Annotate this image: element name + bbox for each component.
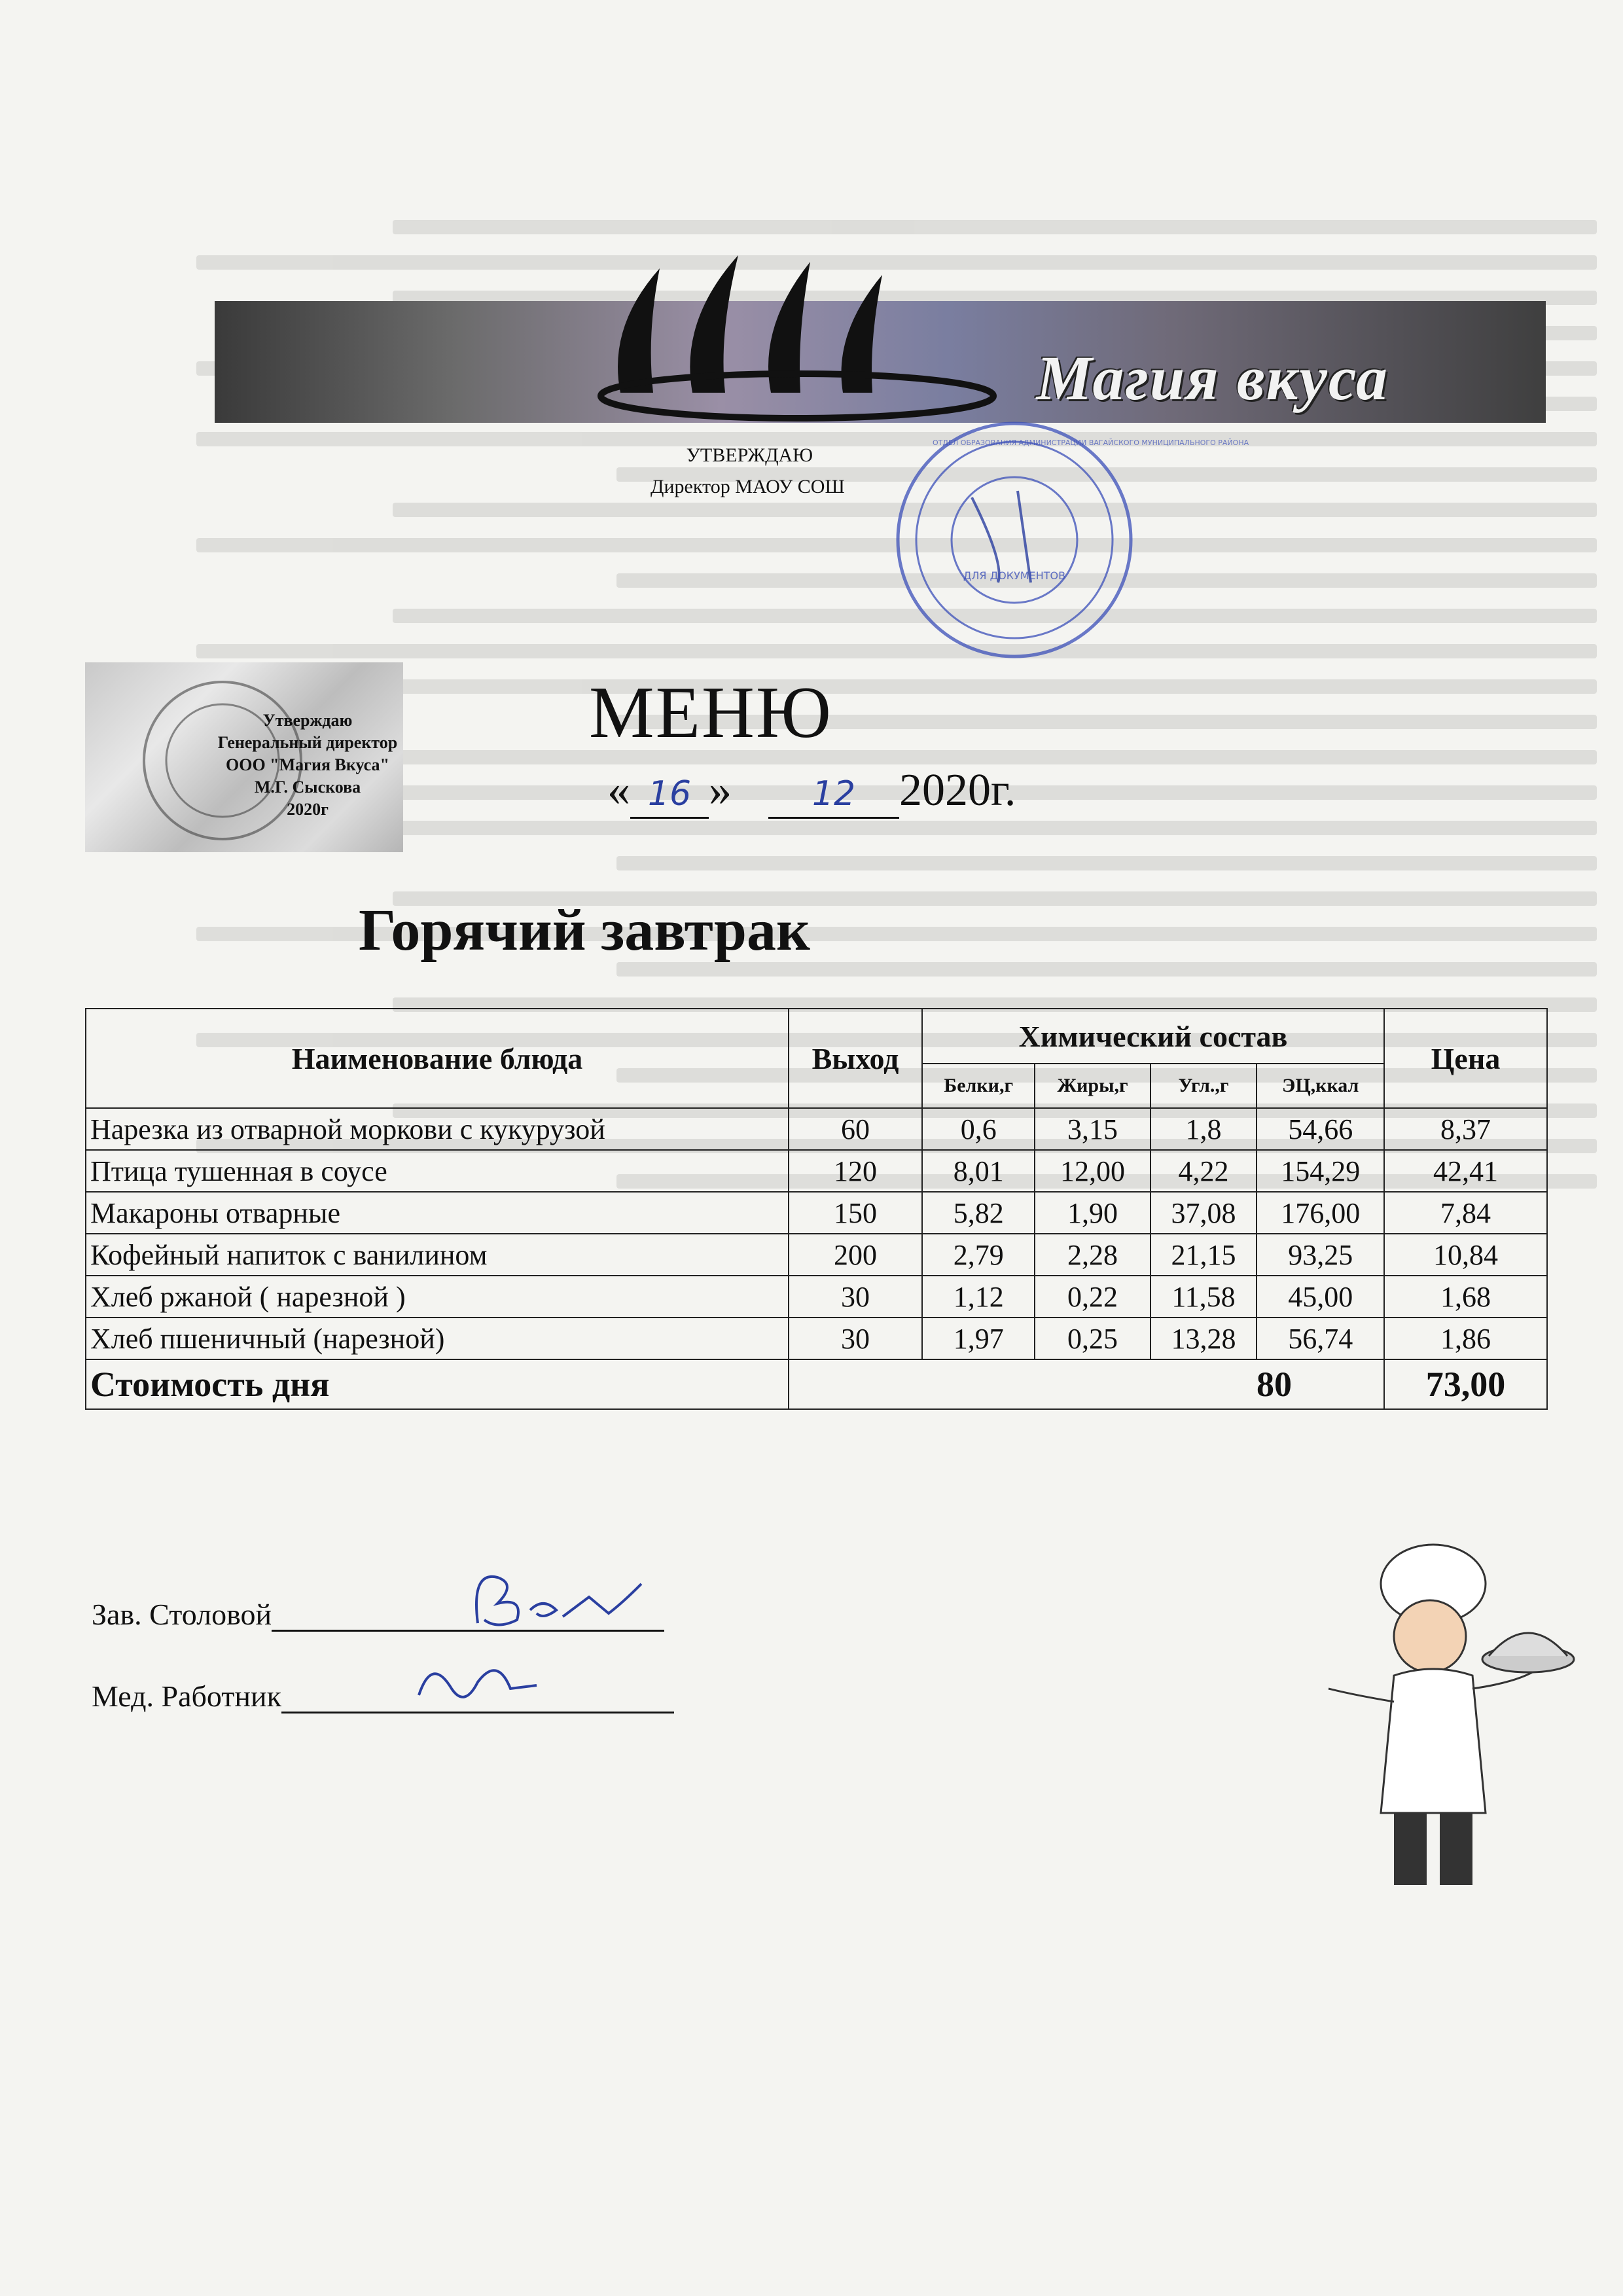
approval-heading: УТВЕРЖДАЮ <box>686 444 813 466</box>
dish-protein: 1,97 <box>922 1318 1035 1359</box>
round-stamp-icon <box>893 419 1249 661</box>
chef-illustration <box>1302 1538 1577 1905</box>
medic-signature-line <box>92 1679 674 1713</box>
dish-name: Птица тушенная в соусе <box>86 1150 789 1192</box>
dish-fat: 3,15 <box>1035 1108 1150 1150</box>
dish-output: 120 <box>789 1150 922 1192</box>
dish-fat: 0,25 <box>1035 1318 1150 1359</box>
header-fat: Жиры,г <box>1035 1064 1150 1108</box>
dish-fat: 12,00 <box>1035 1150 1150 1192</box>
sticker-position: Генеральный директор <box>217 733 398 752</box>
dish-protein: 2,79 <box>922 1234 1035 1276</box>
table-row <box>86 1276 1547 1318</box>
dish-price: 8,37 <box>1384 1108 1547 1150</box>
dish-output: 150 <box>789 1192 922 1234</box>
flame-drops-icon <box>581 229 987 412</box>
menu-date <box>607 764 1016 819</box>
dish-price: 10,84 <box>1384 1234 1547 1276</box>
company-logo <box>215 301 1546 423</box>
medic-label: Мед. Работник <box>92 1679 281 1713</box>
table-row <box>86 1318 1547 1359</box>
total-price: 73,00 <box>1384 1359 1547 1409</box>
meal-subtitle: Горячий завтрак <box>359 898 810 963</box>
dish-price: 7,84 <box>1384 1192 1547 1234</box>
approval-block <box>651 440 845 503</box>
dish-output: 60 <box>789 1108 922 1150</box>
date-close-quote: » <box>709 765 732 816</box>
dish-protein: 8,01 <box>922 1150 1035 1192</box>
header-price: Цена <box>1384 1009 1547 1108</box>
header-dish-name: Наименование блюда <box>86 1009 789 1108</box>
dish-output: 30 <box>789 1276 922 1318</box>
table-row <box>86 1234 1547 1276</box>
table-row <box>86 1150 1547 1192</box>
dish-name: Кофейный напиток с ванилином <box>86 1234 789 1276</box>
date-open-quote: « <box>607 765 630 816</box>
header-protein: Белки,г <box>922 1064 1035 1108</box>
dish-energy: 54,66 <box>1257 1108 1384 1150</box>
dish-fat: 1,90 <box>1035 1192 1150 1234</box>
header-carbs: Угл.,г <box>1150 1064 1257 1108</box>
dish-carbs: 11,58 <box>1150 1276 1257 1318</box>
dish-energy: 93,25 <box>1257 1234 1384 1276</box>
dish-carbs: 13,28 <box>1150 1318 1257 1359</box>
stamp-center-text: ДЛЯ ДОКУМЕНТОВ <box>963 569 1066 582</box>
dish-name: Хлеб пшеничный (нарезной) <box>86 1318 789 1359</box>
canteen-label: Зав. Столовой <box>92 1598 272 1631</box>
dish-energy: 176,00 <box>1257 1192 1384 1234</box>
total-row <box>86 1359 1547 1409</box>
dish-protein: 1,12 <box>922 1276 1035 1318</box>
dish-name: Хлеб ржаной ( нарезной ) <box>86 1276 789 1318</box>
dish-protein: 5,82 <box>922 1192 1035 1234</box>
canteen-handwritten-signature <box>458 1558 654 1643</box>
dish-output: 200 <box>789 1234 922 1276</box>
date-day: 16 <box>647 774 692 814</box>
table-row <box>86 1108 1547 1150</box>
dish-carbs: 4,22 <box>1150 1150 1257 1192</box>
sticker-heading: Утверждаю <box>262 711 353 730</box>
dish-price: 1,68 <box>1384 1276 1547 1318</box>
page-title: МЕНЮ <box>589 672 832 753</box>
total-value: 80 <box>789 1359 1384 1409</box>
brand-text: Магия вкуса <box>1036 343 1389 413</box>
sticker-year: 2020г <box>287 800 329 819</box>
dish-carbs: 1,8 <box>1150 1108 1257 1150</box>
medic-handwritten-signature <box>406 1649 550 1715</box>
header-output: Выход <box>789 1009 922 1108</box>
dish-fat: 2,28 <box>1035 1234 1150 1276</box>
dish-carbs: 21,15 <box>1150 1234 1257 1276</box>
dish-fat: 0,22 <box>1035 1276 1150 1318</box>
dish-price: 42,41 <box>1384 1150 1547 1192</box>
sticker-company: ООО "Магия Вкуса" <box>226 755 389 774</box>
sticker-name: М.Г. Сыскова <box>254 778 361 797</box>
dish-energy: 154,29 <box>1257 1150 1384 1192</box>
dish-name: Макароны отварные <box>86 1192 789 1234</box>
date-year: 2020г. <box>899 765 1016 816</box>
header-energy: ЭЦ,ккал <box>1257 1064 1384 1108</box>
dish-name: Нарезка из отварной моркови с кукурузой <box>86 1108 789 1150</box>
menu-table <box>85 1008 1548 1410</box>
approval-position: Директор МАОУ СОШ <box>651 476 845 497</box>
total-label: Стоимость дня <box>86 1359 789 1409</box>
dish-energy: 45,00 <box>1257 1276 1384 1318</box>
stamp-ring-text: ОТДЕЛ ОБРАЗОВАНИЯ АДМИНИСТРАЦИИ ВАГАЙСКОГО МУНИЦИПАЛЬНОГО РАЙОНА <box>933 439 1249 447</box>
date-month: 12 <box>812 774 856 814</box>
dish-energy: 56,74 <box>1257 1318 1384 1359</box>
dish-output: 30 <box>789 1318 922 1359</box>
table-row <box>86 1192 1547 1234</box>
dish-protein: 0,6 <box>922 1108 1035 1150</box>
director-approval-sticker <box>85 662 403 852</box>
dish-carbs: 37,08 <box>1150 1192 1257 1234</box>
dish-price: 1,86 <box>1384 1318 1547 1359</box>
header-chem: Химический состав <box>922 1009 1384 1064</box>
